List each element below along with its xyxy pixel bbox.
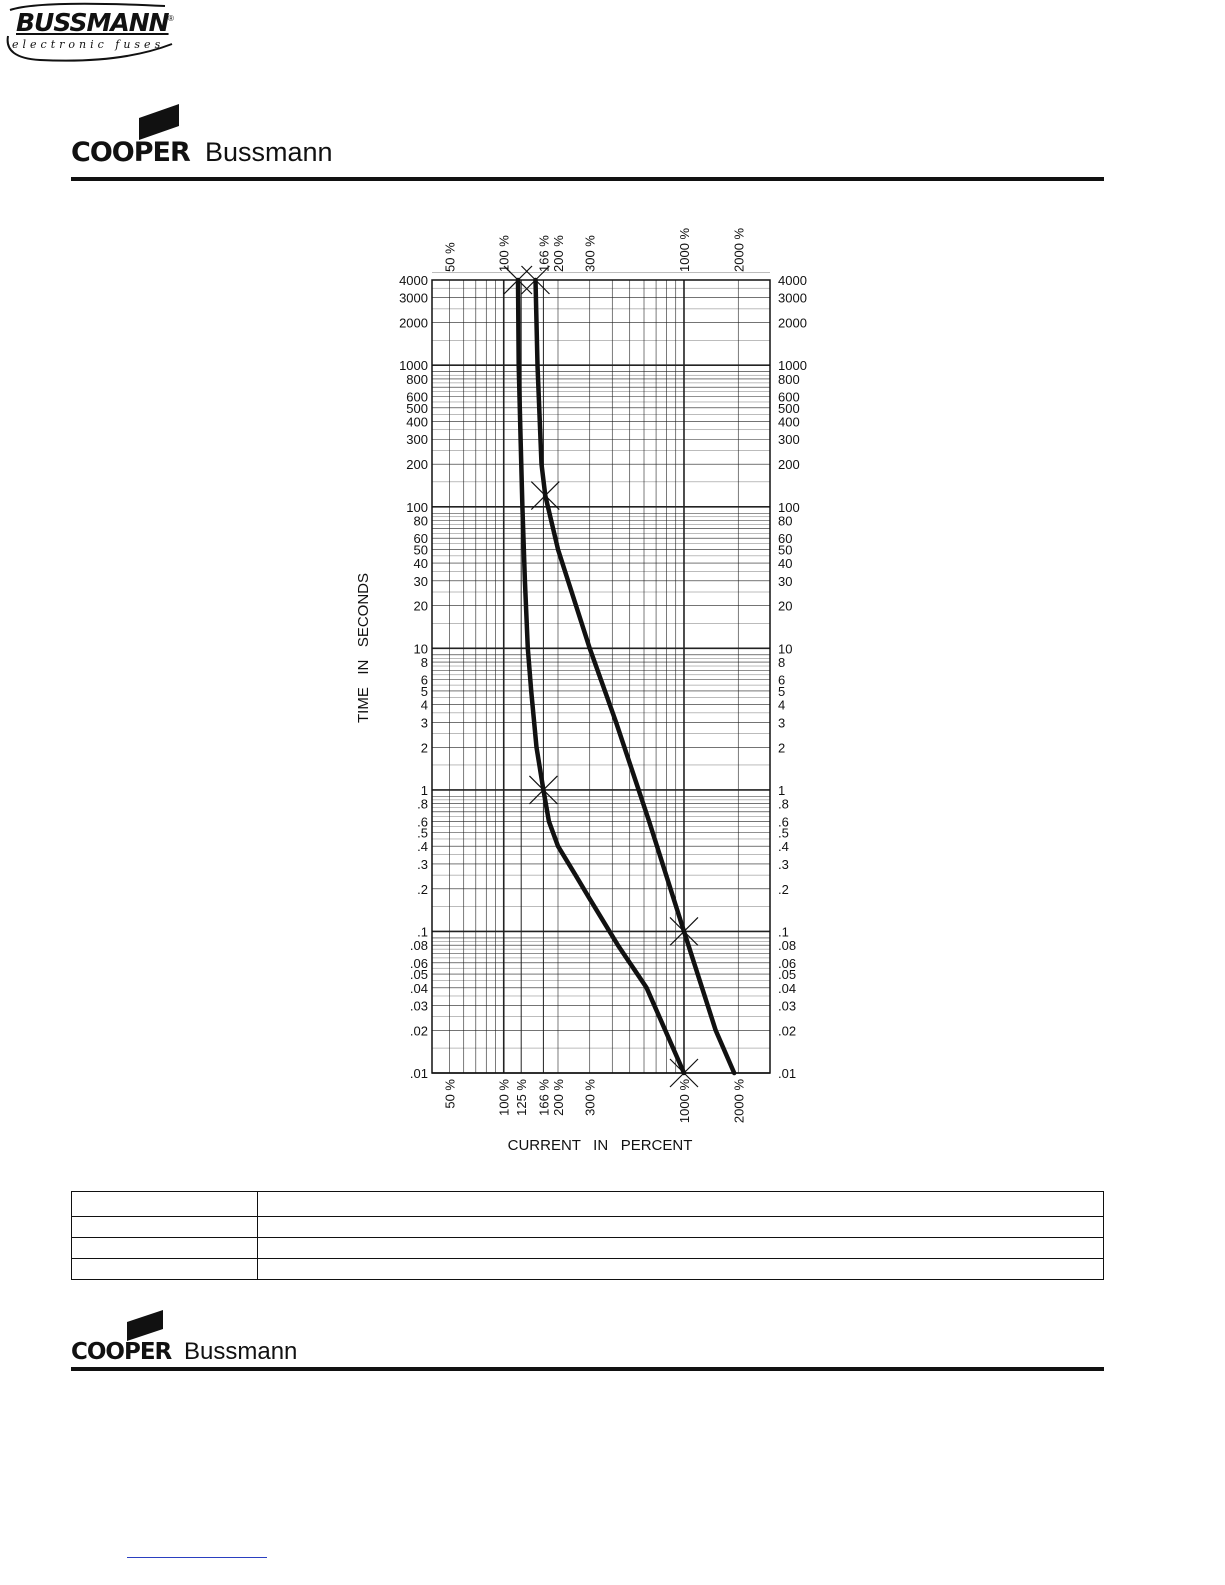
y-tick-label: 6 [420, 672, 428, 688]
y-tick-label: 2 [778, 740, 786, 756]
y-tick-label: 80 [778, 513, 793, 529]
time-current-chart [330, 210, 850, 1160]
y-tick-label: 5 [420, 683, 428, 699]
y-tick-label: 2000 [778, 315, 807, 331]
chart-grid [432, 273, 770, 1073]
curve-layer [518, 280, 734, 1073]
y-tick-label: .1 [778, 924, 789, 940]
y-tick-label: .08 [778, 938, 797, 954]
y-tick-label: .02 [409, 1023, 428, 1039]
table-cell [72, 1192, 258, 1217]
table-cell [258, 1217, 1104, 1238]
header-rule [71, 177, 1104, 181]
table-cell [72, 1259, 258, 1280]
table-cell [72, 1238, 258, 1259]
table-cell [258, 1192, 1104, 1217]
y-tick-label: 80 [413, 513, 428, 529]
y-tick-label: 4 [420, 697, 428, 713]
y-tick-label: .3 [778, 856, 789, 872]
y-axis-label: TIME IN SECONDS [355, 572, 372, 724]
x-tick-label-bottom: 166 % [536, 1079, 552, 1116]
x-tick-label-top: 166 % [536, 235, 552, 272]
cooper-wordmark: COOPER [71, 1339, 172, 1365]
x-tick-label-top: 300 % [582, 235, 598, 272]
y-tick-label: 20 [778, 598, 793, 614]
y-tick-label: .2 [778, 881, 789, 897]
x-tick-label-top: 100 % [496, 235, 512, 272]
y-tick-label: 400 [778, 414, 800, 430]
x-tick-labels-bottom [442, 1079, 746, 1124]
table-cell [258, 1259, 1104, 1280]
y-tick-label: 50 [778, 542, 793, 558]
series-line-2 [536, 280, 735, 1073]
y-tick-label: .4 [778, 839, 789, 855]
y-tick-label: 30 [778, 573, 793, 589]
y-tick-label: .06 [778, 955, 797, 971]
y-tick-label: 800 [406, 371, 428, 387]
table-row [72, 1238, 1104, 1259]
x-tick-label-bottom: 2000 % [731, 1079, 747, 1124]
x-tick-label-top: 50 % [442, 242, 458, 272]
y-tick-label: 3 [420, 715, 428, 731]
y-tick-label: .02 [778, 1023, 797, 1039]
y-tick-label: 200 [406, 457, 428, 473]
y-tick-label: 6 [778, 672, 786, 688]
y-tick-label: .5 [778, 825, 789, 841]
cooper-flag-icon [127, 1310, 167, 1342]
y-tick-label: 4 [778, 697, 786, 713]
x-tick-label-bottom: 50 % [442, 1079, 458, 1109]
y-tick-label: 40 [778, 556, 793, 572]
y-tick-label: .01 [409, 1066, 428, 1081]
y-tick-label: .8 [417, 796, 428, 812]
y-tick-label: .4 [417, 839, 428, 855]
y-tick-labels-right [778, 273, 807, 1081]
y-tick-label: 100 [406, 499, 428, 515]
table-row [72, 1259, 1104, 1280]
x-tick-label-bottom: 100 % [496, 1079, 512, 1116]
y-tick-label: 100 [778, 499, 800, 515]
x-tick-label-top: 2000 % [731, 227, 747, 272]
y-tick-label: 3 [778, 715, 786, 731]
y-tick-label: 60 [778, 531, 793, 547]
cooper-flag-icon [139, 104, 185, 140]
y-tick-label: .04 [778, 980, 797, 996]
table-row [72, 1217, 1104, 1238]
table-row [72, 1192, 1104, 1217]
footer-rule [71, 1367, 1104, 1371]
y-tick-label: 40 [413, 556, 428, 572]
table-cell [72, 1217, 258, 1238]
y-tick-label: 8 [420, 655, 428, 671]
bussmann-wordmark: BUSSMANN [16, 8, 169, 37]
y-tick-label: 500 [406, 400, 428, 416]
x-tick-label-bottom: 125 % [514, 1079, 530, 1116]
y-tick-label: 30 [413, 573, 428, 589]
y-tick-label: 1 [778, 782, 786, 798]
y-tick-label: 8 [778, 655, 786, 671]
y-tick-label: .03 [409, 998, 428, 1014]
cooper-bussmann-logo-top [71, 104, 371, 166]
y-tick-label: .06 [409, 955, 428, 971]
y-tick-label: 400 [406, 414, 428, 430]
x-tick-label-bottom: 200 % [550, 1079, 566, 1116]
y-tick-label: .8 [778, 796, 789, 812]
cooper-bussmann-logo-bottom [71, 1310, 331, 1364]
y-tick-label: .6 [778, 814, 789, 830]
bussmann-swoosh-icon [0, 0, 180, 70]
y-tick-label: 1000 [399, 358, 428, 374]
y-tick-label: 10 [778, 641, 793, 657]
bussmann-wordmark-top: Bussmann [205, 137, 333, 167]
info-table [71, 1191, 1104, 1280]
y-tick-label: 300 [778, 432, 800, 448]
cooper-wordmark: COOPER [71, 137, 190, 168]
y-tick-label: 1 [420, 782, 428, 798]
footer-link-underline[interactable] [127, 1557, 267, 1558]
x-tick-label-bottom: 300 % [582, 1079, 598, 1116]
x-tick-label-top: 200 % [550, 235, 566, 272]
y-tick-label: .01 [778, 1066, 797, 1081]
y-tick-labels-left [399, 273, 428, 1081]
y-tick-label: .3 [417, 856, 428, 872]
y-tick-label: 5 [778, 683, 786, 699]
y-tick-label: 500 [778, 400, 800, 416]
x-axis-label: CURRENT IN PERCENT [507, 1137, 693, 1154]
registered-mark: ® [168, 14, 174, 23]
y-tick-label: 4000 [778, 273, 807, 288]
x-tick-label-bottom: 1000 % [676, 1079, 692, 1124]
y-tick-label: .2 [417, 881, 428, 897]
y-tick-label: 600 [778, 389, 800, 405]
y-tick-label: .05 [409, 967, 428, 983]
y-tick-label: 200 [778, 457, 800, 473]
bussmann-tagline: electronic fuses [12, 38, 165, 51]
table-cell [258, 1238, 1104, 1259]
y-tick-label: 3000 [778, 290, 807, 306]
y-tick-label: .05 [778, 967, 797, 983]
x-tick-label-top: 1000 % [676, 227, 692, 272]
y-tick-label: .08 [409, 938, 428, 954]
y-tick-label: 2000 [399, 315, 428, 331]
y-tick-label: 600 [406, 389, 428, 405]
x-tick-labels-top [442, 227, 746, 272]
y-tick-label: .5 [417, 825, 428, 841]
y-tick-label: .6 [417, 814, 428, 830]
y-tick-label: 20 [413, 598, 428, 614]
bussmann-logo [0, 0, 180, 70]
bussmann-wordmark-bottom: Bussmann [184, 1338, 298, 1365]
y-tick-label: .03 [778, 998, 797, 1014]
y-tick-label: 1000 [778, 358, 807, 374]
y-tick-label: 4000 [399, 273, 428, 288]
y-tick-label: 800 [778, 371, 800, 387]
y-tick-label: .04 [409, 980, 428, 996]
y-tick-label: 300 [406, 432, 428, 448]
y-tick-label: .1 [417, 924, 428, 940]
y-tick-label: 50 [413, 542, 428, 558]
y-tick-label: 2 [420, 740, 428, 756]
y-tick-label: 3000 [399, 290, 428, 306]
y-tick-label: 10 [413, 641, 428, 657]
y-tick-label: 60 [413, 531, 428, 547]
